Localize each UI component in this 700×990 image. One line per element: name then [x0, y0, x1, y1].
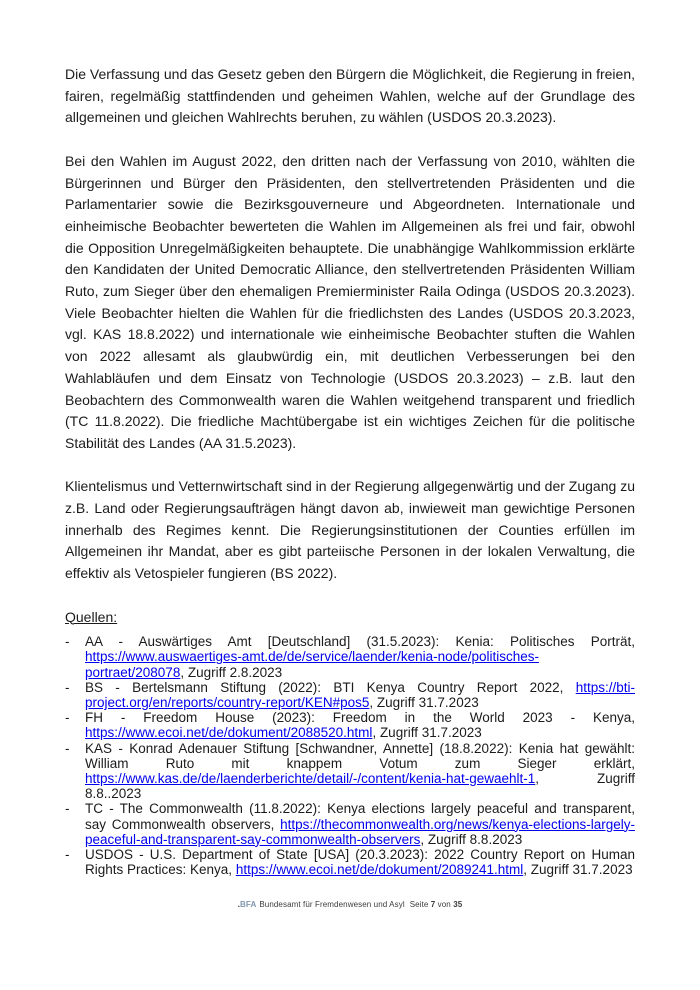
sources-heading-label: Quellen: [65, 608, 118, 625]
footer-org-name: Bundesamt für Fremdenwesen und Asyl [259, 900, 405, 909]
source-citation-text: USDOS - U.S. Department of State [USA] (20.3.2023): 2022 Country Report on Human Rights Practices: Kenya, [85, 847, 635, 878]
source-access-date: , Zugriff 8.8.2023 [420, 831, 523, 847]
list-dash-marker: - [65, 801, 70, 817]
list-dash-marker: - [65, 740, 70, 756]
source-access-date: , Zugriff 8.8..2023 [85, 771, 635, 802]
list-dash-marker: - [65, 847, 70, 863]
source-list-item [65, 801, 635, 847]
source-url-link[interactable]: https://www.auswaertiges-amt.de/de/service/laender/kenia-node/politisches-portraet/208078 [85, 649, 539, 680]
source-list-item [65, 680, 635, 710]
body-paragraph-3: Klientelismus und Vetternwirtschaft sind in der Regierung allgegenwärtig und der Zugang zu z.B. Land oder Regierungsaufträgen hängt davon ab, inwieweit man gewichtige Personen innerhalb des Regimes kennt. Die Regierungsinstitutionen der Counties erfüllen im Allgemeinen ihr Mandat, aber es gibt parteiische Personen in der lokalen Verwaltung, die effektiv als Vetospieler fungieren (BS 2022). [65, 478, 635, 582]
bfa-logo: BFA [240, 900, 257, 909]
footer-page-number: 7 [430, 900, 436, 909]
page-footer [0, 899, 700, 910]
source-citation-text: AA - Auswärtiges Amt [Deutschland] (31.5.2023): Kenia: Politisches Porträt, [85, 634, 635, 650]
source-url-link[interactable]: https://thecommonwealth.org/news/kenya-elections-largely-peaceful-and-transparent-say-commonwealth-observers [85, 816, 635, 847]
source-citation-text: KAS - Konrad Adenauer Stiftung [Schwandner, Annette] (18.8.2022): Kenia hat gewählt: William Ruto mit knappem Votum zum Sieger erklärt, [85, 740, 635, 771]
source-url-link[interactable]: https://www.ecoi.net/de/dokument/2089241.html [235, 862, 524, 878]
body-paragraph-2: Bei den Wahlen im August 2022, den dritten nach der Verfassung von 2010, wählten die Bürgerinnen und Bürger den Präsidenten, den stellvertretenden Präsidenten und die Parlamentarier sowie die Bezirksgouverneure und Abgeordneten. Internationale und einheimische Beobachter bewerteten die Wahlen im Allgemeinen als frei und fair, obwohl die Opposition Unregelmäßigkeiten behauptete. Die unabhängige Wahlkommission erklärte den Kandidaten der United Democratic Alliance, den stellvertretenden Präsidenten William Ruto, zum Sieger über den ehemaligen Premierminister Raila Odinga (USDOS 20.3.2023). Viele Beobachter hielten die Wahlen für die friedlichsten des Landes (USDOS 20.3.2023, vgl. KAS 18.8.2022) und internationale wie einheimische Beobachter stuften die Wahlen von 2022 allesamt als glaubwürdig ein, mit deutlichen Verbesserungen bei den Wahlabläufen und dem Einsatz von Technologie (USDOS 20.3.2023) – z.B. laut den Beobachtern des Commonwealth waren die Wahlen weitgehend transparent und friedlich (TC 11.8.2022). Die friedliche Machtübergabe ist ein wichtiges Zeichen für die politische Stabilität des Landes (AA 31.5.2023). [65, 152, 635, 451]
source-access-date: , Zugriff 31.7.2023 [523, 862, 633, 878]
source-access-date: , Zugriff 2.8.2023 [180, 664, 283, 680]
list-dash-marker: - [65, 634, 70, 650]
source-list-item [65, 634, 635, 680]
source-citation-text: TC - The Commonwealth (11.8.2022): Kenya elections largely peaceful and transparent, say Commonwealth observers, [85, 801, 635, 832]
source-url-link[interactable]: https://www.ecoi.net/de/dokument/2088520.html [85, 725, 373, 741]
bfa-logo-dot: . [237, 900, 241, 909]
source-list-item [65, 847, 635, 877]
source-list-item [65, 710, 635, 740]
source-access-date: , Zugriff 31.7.2023 [369, 695, 479, 711]
body-paragraph-1: Die Verfassung und das Gesetz geben den Bürgern die Möglichkeit, die Regierung in freien, fairen, regelmäßig stattfindenden und geheimen Wahlen, welche auf der Grundlage des allgemeinen und gleichen Wahlrechts beruhen, zu wählen (USDOS 20.3.2023). [65, 66, 635, 126]
list-dash-marker: - [65, 679, 70, 695]
source-citation-text: FH - Freedom House (2023): Freedom in the World 2023 - Kenya, [85, 710, 635, 726]
source-access-date: , Zugriff 31.7.2023 [372, 725, 482, 741]
source-list [65, 634, 635, 877]
list-dash-marker: - [65, 710, 70, 726]
source-url-link[interactable]: https://www.kas.de/de/laenderberichte/detail/-/content/kenia-hat-gewaehlt-1 [85, 771, 536, 787]
sources-heading [65, 607, 635, 629]
source-list-item [65, 741, 635, 802]
source-citation-text: BS - Bertelsmann Stiftung (2022): BTI Kenya Country Report 2022, [85, 679, 576, 695]
footer-page-label: Seite [409, 900, 429, 909]
source-url-link[interactable]: https://bti-project.org/en/reports/country-report/KEN#pos5 [85, 679, 635, 711]
footer-total-pages: 35 [453, 900, 463, 909]
footer-of-label: von [437, 900, 451, 909]
